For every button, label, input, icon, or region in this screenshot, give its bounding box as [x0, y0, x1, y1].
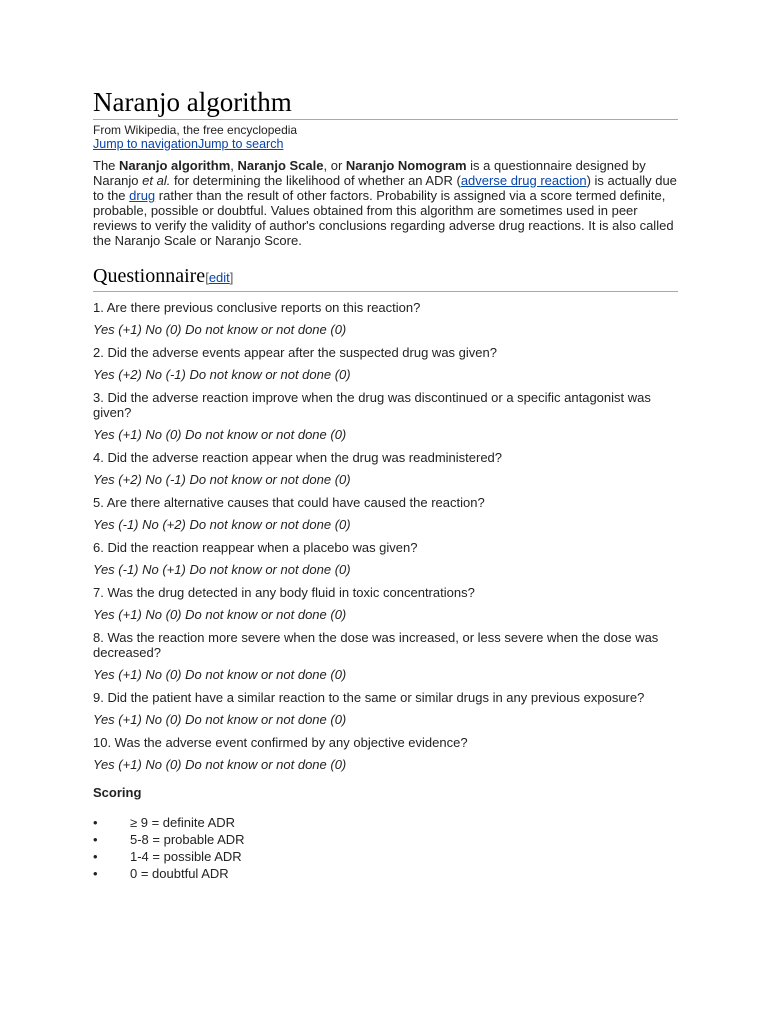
intro-paragraph [93, 158, 678, 248]
answer-options: Yes (-1) No (+1) Do not know or not done (0) [93, 562, 351, 577]
bullet-icon: • [93, 866, 98, 881]
intro-bold-term: Naranjo algorithm [119, 158, 231, 173]
intro-text: for determining the likelihood of whether an ADR ( [170, 173, 461, 188]
answer-options: Yes (+2) No (-1) Do not know or not done (0) [93, 472, 351, 487]
edit-bracket-open: [ [205, 270, 209, 285]
section-heading-questionnaire [93, 264, 678, 292]
scoring-item-text: 5-8 = probable ADR [130, 832, 245, 847]
jump-to-search-link[interactable]: Jump to search [197, 137, 284, 151]
question-text: 8. Was the reaction more severe when the dose was increased, or less severe when the dose was decreased? [93, 630, 659, 660]
question-text: 3. Did the adverse reaction improve when the drug was discontinued or a specific antagonist was given? [93, 390, 651, 420]
question-text: 7. Was the drug detected in any body fluid in toxic concentrations? [93, 585, 475, 600]
scoring-item-text: ≥ 9 = definite ADR [130, 815, 236, 830]
intro-text: rather than the result of other factors. Probability is assigned via a score termed definite, probable, possible or doubtful. Values obtained from this algorithm are sometimes used in peer reviews to verify the validity of author's conclusions regarding adverse drug reactions. It is also called the Naranjo Scale or Naranjo Score. [93, 188, 674, 248]
answer-options: Yes (+1) No (0) Do not know or not done (0) [93, 667, 347, 682]
list-item [93, 865, 678, 882]
question-text: 4. Did the adverse reaction appear when the drug was readministered? [93, 450, 503, 465]
list-item [93, 848, 678, 865]
answer-options: Yes (+2) No (-1) Do not know or not done (0) [93, 367, 351, 382]
list-item [93, 831, 678, 848]
answer-options: Yes (+1) No (0) Do not know or not done (0) [93, 607, 347, 622]
question-text: 1. Are there previous conclusive reports on this reaction? [93, 300, 421, 315]
bullet-icon: • [93, 849, 98, 864]
intro-text: , [230, 158, 238, 173]
question-text: 5. Are there alternative causes that could have caused the reaction? [93, 495, 485, 510]
edit-section-link[interactable]: edit [208, 270, 230, 285]
intro-text: The [93, 158, 120, 173]
question-text: 6. Did the reaction reappear when a placebo was given? [93, 540, 418, 555]
answer-options: Yes (+1) No (0) Do not know or not done (0) [93, 427, 347, 442]
section-title: Questionnaire [93, 265, 206, 287]
bullet-icon: • [93, 815, 98, 830]
answer-options: Yes (+1) No (0) Do not know or not done (0) [93, 322, 347, 337]
edit-section [205, 270, 233, 285]
question-list [93, 300, 678, 772]
answer-options: Yes (+1) No (0) Do not know or not done (0) [93, 712, 347, 727]
adverse-drug-reaction-link[interactable]: adverse drug reaction [460, 173, 587, 188]
intro-bold-term: Naranjo Nomogram [345, 158, 467, 173]
intro-text: , or [323, 158, 346, 173]
drug-link[interactable]: drug [129, 188, 156, 203]
site-tagline: From Wikipedia, the free encyclopedia [93, 123, 298, 137]
intro-text: is a questionnaire designed by Naranjo [93, 158, 646, 188]
scoring-item-text: 0 = doubtful ADR [130, 866, 229, 881]
article-page [93, 86, 678, 882]
bullet-icon: • [93, 832, 98, 847]
scoring-list [93, 814, 678, 882]
question-text: 2. Did the adverse events appear after the suspected drug was given? [93, 345, 497, 360]
intro-text: ) is actually due to the [93, 173, 677, 203]
intro-italic: et al. [142, 173, 171, 188]
edit-bracket-close: ] [229, 270, 234, 285]
list-item [93, 814, 678, 831]
jump-links [93, 137, 678, 152]
question-text: 10. Was the adverse event confirmed by any objective evidence? [93, 735, 468, 750]
question-text: 9. Did the patient have a similar reaction to the same or similar drugs in any previous exposure? [93, 690, 645, 705]
intro-bold-term: Naranjo Scale [237, 158, 324, 173]
scoring-item-text: 1-4 = possible ADR [130, 849, 242, 864]
scoring-heading: Scoring [93, 785, 142, 800]
page-title: Naranjo algorithm [93, 86, 678, 120]
answer-options: Yes (-1) No (+2) Do not know or not done (0) [93, 517, 351, 532]
jump-to-navigation-link[interactable]: Jump to navigation [93, 137, 198, 151]
answer-options: Yes (+1) No (0) Do not know or not done (0) [93, 757, 347, 772]
